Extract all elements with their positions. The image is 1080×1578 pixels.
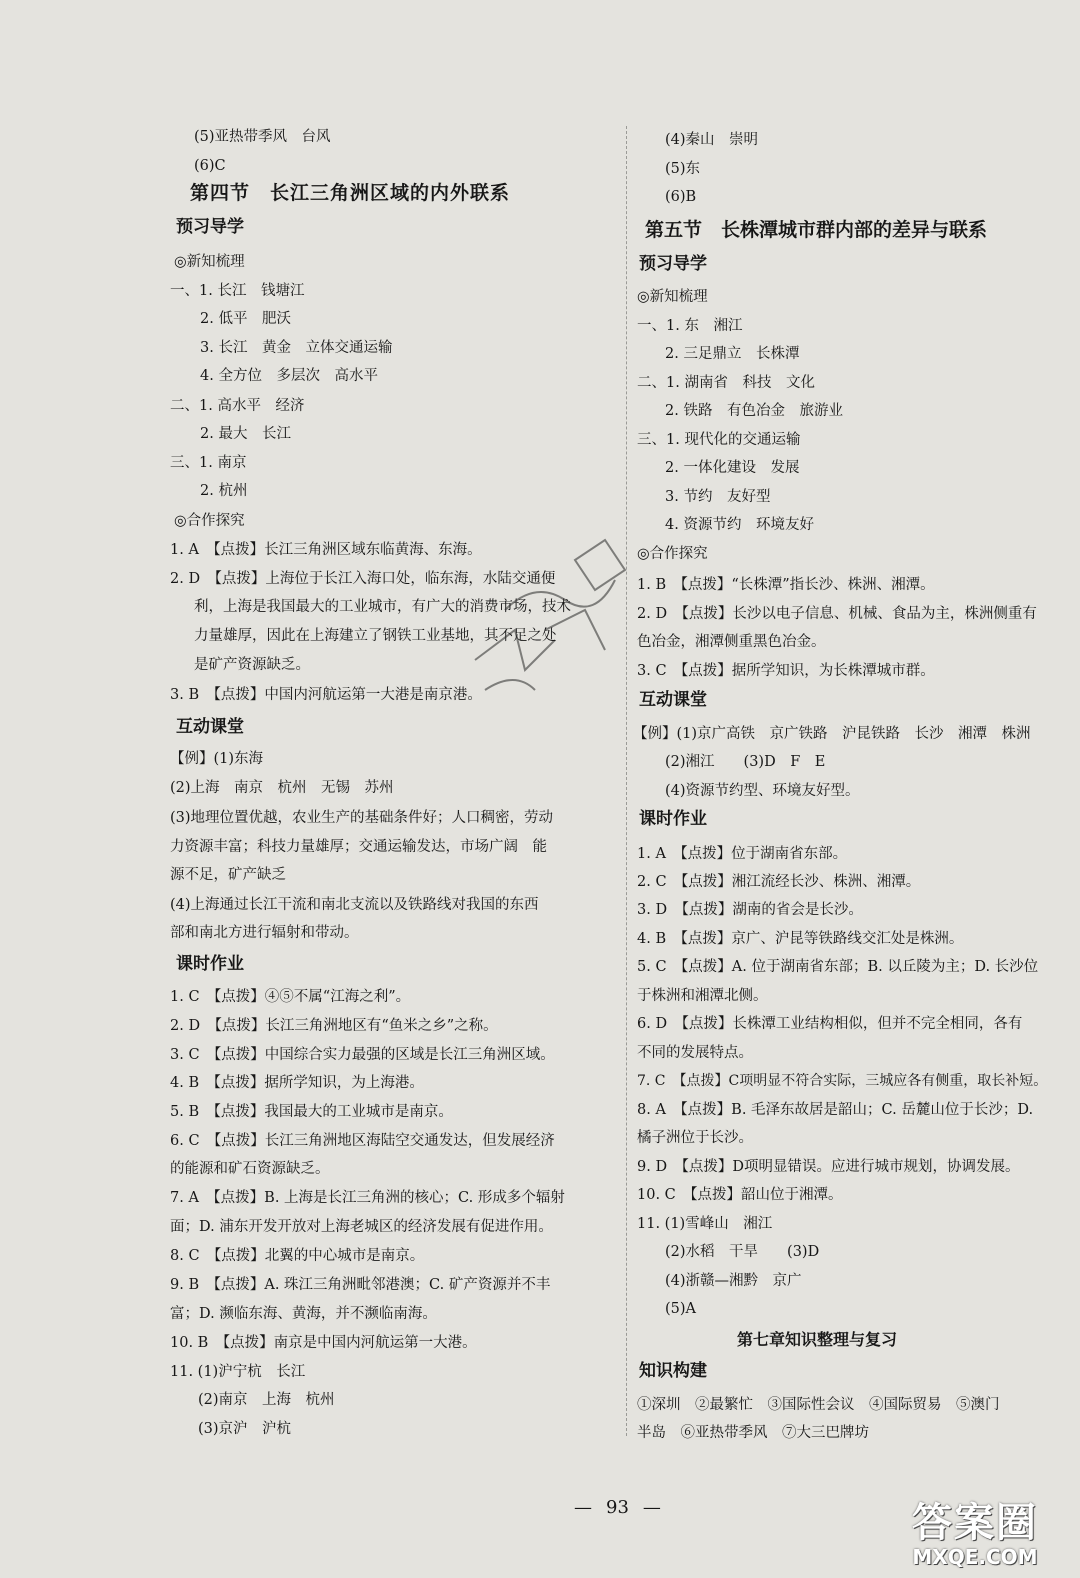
knowledge-header: 知识构建 (639, 1361, 707, 1381)
coop-line: 是矿产资源缺乏。 (194, 657, 310, 673)
homework-line: (2)水稻 干旱 (3)D (665, 1244, 820, 1260)
homework-line: 1. A 【点拨】位于湖南省东部。 (637, 846, 848, 862)
homework-line: 8. A 【点拨】B. 毛泽东故居是韶山；C. 岳麓山位于长沙；D. (637, 1102, 1034, 1118)
nk-item: 三、1. 现代化的交通运输 (637, 432, 801, 448)
coop-line: 2. D 【点拨】长沙以电子信息、机械、食品为主，株洲侧重有 (637, 606, 1037, 622)
interactive-header: 互动课堂 (176, 717, 244, 737)
homework-line: 4. B 【点拨】京广、沪昆等铁路线交汇处是株洲。 (637, 931, 964, 947)
answer-line: (6)C (194, 158, 226, 174)
handwriting-stamp (455, 520, 655, 710)
watermark (880, 1500, 1070, 1570)
homework-line: 11. (1)沪宁杭 长江 (170, 1364, 306, 1380)
homework-line: 1. C 【点拨】④⑤不属“江海之利”。 (170, 989, 411, 1005)
homework-line: 10. B 【点拨】南京是中国内河航运第一大港。 (170, 1335, 477, 1351)
section-title: 第四节 长江三角洲区域的内外联系 (190, 182, 511, 204)
nk-item: 2. 三足鼎立 长株潭 (665, 346, 800, 362)
homework-line: (3)京沪 沪杭 (198, 1421, 292, 1437)
nk-item: 二、1. 湖南省 科技 文化 (637, 375, 815, 391)
coop-line: 3. C 【点拨】据所学知识，为长株潭城市群。 (637, 663, 935, 679)
homework-header: 课时作业 (176, 954, 244, 974)
homework-line: 9. D 【点拨】D项明显错误。应进行城市规划，协调发展。 (637, 1159, 1020, 1175)
answer-line: (5)东 (665, 161, 701, 177)
interactive-line: (4)上海通过长江干流和南北支流以及铁路线对我国的东西 (170, 897, 539, 913)
homework-line: 3. C 【点拨】中国综合实力最强的区域是长江三角洲区域。 (170, 1047, 555, 1063)
nk-item: 3. 节约 友好型 (665, 489, 771, 505)
nk-item: 4. 全方位 多层次 高水平 (200, 368, 378, 384)
homework-line: 3. D 【点拨】湖南的省会是长沙。 (637, 902, 863, 918)
nk-item: 三、1. 南京 (170, 455, 247, 471)
coop-subheader: ◎合作探究 (174, 513, 245, 529)
nk-item: 2. 最大 长江 (200, 426, 291, 442)
knowledge-line: 半岛 ⑥亚热带季风 ⑦大三巴牌坊 (637, 1425, 869, 1441)
section-title: 第五节 长株潭城市群内部的差异与联系 (645, 219, 988, 241)
interactive-line: (2)上海 南京 杭州 无锡 苏州 (170, 780, 394, 796)
homework-line: 5. B 【点拨】我国最大的工业城市是南京。 (170, 1104, 453, 1120)
homework-line: 5. C 【点拨】A. 位于湖南省东部；B. 以丘陵为主；D. 长沙位 (637, 959, 1039, 975)
answer-line: (4)秦山 崇明 (665, 132, 759, 148)
new-knowledge-subheader: ◎新知梳理 (637, 289, 708, 305)
homework-line: 7. C 【点拨】C项明显不符合实际，三城应各有侧重，取长补短。 (637, 1073, 1048, 1089)
homework-header: 课时作业 (639, 809, 707, 829)
homework-line: 4. B 【点拨】据所学知识，为上海港。 (170, 1075, 424, 1091)
nk-item: 二、1. 高水平 经济 (170, 398, 305, 414)
homework-line: 9. B 【点拨】A. 珠江三角洲毗邻港澳；C. 矿产资源并不丰 (170, 1277, 551, 1293)
answer-line: (5)亚热带季风 台风 (194, 129, 331, 145)
preview-header: 预习导学 (176, 217, 244, 237)
nk-item: 一、1. 长江 钱塘江 (170, 283, 305, 299)
interactive-line: 部和南北方进行辐射和带动。 (170, 925, 359, 941)
homework-line: 6. D 【点拨】长株潭工业结构相似，但并不完全相同，各有 (637, 1016, 1023, 1032)
watermark-logo: 答案圈 (912, 1500, 1038, 1546)
chapter-title: 第七章知识整理与复习 (737, 1330, 898, 1349)
nk-item: 2. 铁路 有色冶金 旅游业 (665, 403, 843, 419)
coop-line: 2. D 【点拨】上海位于长江入海口处，临东海，水陆交通便 (170, 571, 556, 587)
new-knowledge-subheader: ◎新知梳理 (174, 254, 245, 270)
nk-item: 一、1. 东 湘江 (637, 318, 743, 334)
interactive-line: 源不足，矿产缺乏 (170, 867, 286, 883)
coop-line: 力量雄厚，因此在上海建立了钢铁工业基地，其不足之处 (194, 628, 557, 644)
interactive-line: 【例】(1)京广高铁 京广铁路 沪昆铁路 长沙 湘潭 株洲 (633, 726, 1031, 742)
knowledge-line: ①深圳 ②最繁忙 ③国际性会议 ④国际贸易 ⑤澳门 (637, 1397, 1000, 1413)
column-divider (626, 126, 628, 1436)
interactive-line: (3)地理位置优越，农业生产的基础条件好；人口稠密，劳动 (170, 810, 554, 826)
homework-line: (5)A (665, 1301, 697, 1317)
nk-item: 2. 低平 肥沃 (200, 311, 291, 327)
homework-line: 的能源和矿石资源缺乏。 (170, 1161, 330, 1177)
interactive-line: (4)资源节约型、环境友好型。 (665, 783, 860, 799)
watermark-url: MXQE.COM (912, 1545, 1038, 1569)
coop-line: 1. B 【点拨】“长株潭”指长沙、株洲、湘潭。 (637, 577, 935, 593)
interactive-line: 【例】(1)东海 (170, 751, 264, 767)
homework-line: 7. A 【点拨】B. 上海是长江三角洲的核心；C. 形成多个辐射 (170, 1190, 565, 1206)
homework-line: 6. C 【点拨】长江三角洲地区海陆空交通发达，但发展经济 (170, 1133, 555, 1149)
homework-line: 8. C 【点拨】北翼的中心城市是南京。 (170, 1248, 425, 1264)
answer-line: (6)B (665, 189, 697, 205)
coop-line: 3. B 【点拨】中国内河航运第一大港是南京港。 (170, 687, 482, 703)
homework-line: 2. C 【点拨】湘江流经长沙、株洲、湘潭。 (637, 874, 921, 890)
homework-line: 2. D 【点拨】长江三角洲地区有“鱼米之乡”之称。 (170, 1018, 498, 1034)
homework-line: 10. C 【点拨】韶山位于湘潭。 (637, 1187, 843, 1203)
nk-item: 2. 杭州 (200, 483, 248, 499)
homework-line: 富；D. 濒临东海、黄海，并不濒临南海。 (170, 1306, 437, 1322)
coop-line: 1. A 【点拨】长江三角洲区域东临黄海、东海。 (170, 542, 482, 558)
interactive-line: 力资源丰富；科技力量雄厚；交通运输发达，市场广阔 能 (170, 839, 547, 855)
nk-item: 3. 长江 黄金 立体交通运输 (200, 340, 393, 356)
interactive-header: 互动课堂 (639, 690, 707, 710)
homework-line: 不同的发展特点。 (637, 1045, 753, 1061)
page-number: — 93 — (574, 1497, 661, 1518)
homework-line: (4)浙赣—湘黔 京广 (665, 1273, 802, 1289)
homework-line: 11. (1)雪峰山 湘江 (637, 1216, 773, 1232)
homework-line: 于株洲和湘潭北侧。 (637, 988, 768, 1004)
homework-line: 橘子洲位于长沙。 (637, 1130, 753, 1146)
coop-subheader: ◎合作探究 (637, 546, 708, 562)
interactive-line: (2)湘江 (3)D F E (665, 754, 826, 770)
nk-item: 4. 资源节约 环境友好 (665, 517, 814, 533)
coop-line: 利，上海是我国最大的工业城市，有广大的消费市场，技术 (194, 599, 571, 615)
nk-item: 2. 一体化建设 发展 (665, 460, 800, 476)
homework-line: 面；D. 浦东开发开放对上海老城区的经济发展有促进作用。 (170, 1219, 553, 1235)
preview-header: 预习导学 (639, 254, 707, 274)
homework-line: (2)南京 上海 杭州 (198, 1392, 335, 1408)
coop-line: 色冶金，湘潭侧重黑色冶金。 (637, 634, 826, 650)
